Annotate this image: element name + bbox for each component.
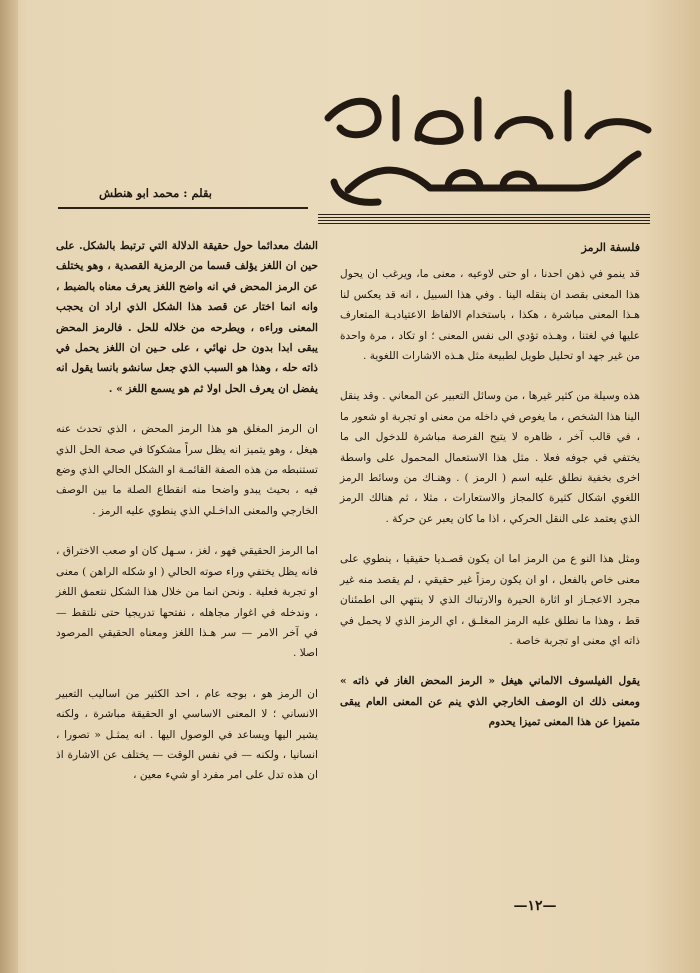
section-subheading: فلسفة الرمز — [581, 241, 640, 254]
body-paragraph: الشك معدائما حول حقيقة الدلالة التي ترتبط بالشكل. على حين ان اللغز يؤلف قسما من الرمزية القصدية ، وهو يختلف عن الرمز المحض في انه واضح اللغز يعرف معناه بالضبط ، وانه انما اختار عن قصد هذا الشكل الذي اراد ان يحجب المعنى وراءه ، ويطرحه من خلاله للحل . فالرمز المحض يبقى ابدا بدون حل نهائي ، على حـين ان اللغز يحمل في ذاته حله ، وهذا هو السبب الذي جعل سانشو بانسا يقول انه يفضل ان يعرف الحل اولا ثم هو يسمع اللغز » . — [56, 240, 318, 395]
headline-calligraphy-art — [318, 78, 663, 218]
headline-calligraphy — [318, 78, 663, 218]
left-header-rule — [58, 207, 308, 209]
body-paragraph: هذه وسيلة من كثير غيرها ، من وسائل التعبير عن المعاني . وقد ينقل الينا هذا الشخص ، ما يغوص في داخله من معنى او تجربة او شعور ما ، في قالب آخر ، ظاهره لا يتيح الفرصة مباشرة للدخول الى ما يختفي في جوفه فعلا . مثل هذا الاستعمال المحمول على واسطة اخرى بخفية نطلق عليه اسم ( الرمز ) . وهنـاك من وسائط الرمز اللغوي اشكال كثيرة كالمجاز والاستعارات ، مثلا ، ثم هنالك الرمز الذي يعتمد على النقل الحركي ، اذا ما كان يعبر عن حركة . — [340, 390, 640, 525]
body-paragraph: ان الرمز هو ، بوجه عام ، احد الكثير من اساليب التعبير الانساني ؛ لا المعنى الاساسي او الحقيقة مباشرة ، ولكنه يشير اليها ويساعد في الوصول اليها . انه يمثـل « تصورا ، انسانيا ، ولكنه — في نفس الوقت — يختلف عن الاشارة اذ ان هذه تدل على امر مفرد او شيء معين ، — [56, 687, 318, 782]
body-paragraph: اما الرمز الحقيقي فهو ، لغز ، سـهل كان او صعب الاختراق ، فانه يظل يختفي وراء صوته الحالي ( او شكله الراهن ) معنى او تجربة فعلية . ونحن انما من خلال هذا الشكل نتعمق اللغز ، وندخله في اغوار مجاهله ، نفتحها تدريجيا حتى نلتقط — في آخر الامر — سر هـذا اللغز ومعناه الحقيقي المرصود اصلا . — [55, 545, 318, 660]
body-paragraph: قد ينمو في ذهن احدنا ، او حتى لاوعيه ، معنى ما، ويرغب ان يحول هذا المعنى بقصد ان ينقله الينا . وفي هذا السبيل ، انه قد يعكس لنا هـذا المعنى مباشرة ، هكذا ، باستخدام الالفاظ الاعتياديـة المتعارف عليها في لغتنا ، وهـذه تؤدي الى نفس المعنى ؛ او تكاد ، مرة واحدة من غير جهد او تحليل طويل لطبيعة مثل هـذه الاشارات اللغوية . — [340, 268, 640, 363]
body-paragraph: ان الرمز المغلق هو هذا الرمز المحض ، الذي تحدث عنه هيغل ، وهو يتميز انه يظل سراً مشكوكا في صحة الحل الذي تستنبطه من هذه الصفة القائمـة او الشكل الحالي الذي وضع فيه ، بحيث يبدو واضحا منه انقطاع الصلة ما بين الوصف الخارجي والمعنى الداخـلي الذي ينطوي عليه الرمز . — [56, 423, 318, 517]
author-byline: بقلم : محمد ابو هنطش — [99, 186, 212, 200]
title-underline-rule — [318, 214, 650, 226]
right-text-column — [340, 238, 640, 753]
page-number: —١٢— — [513, 898, 557, 914]
body-paragraph: يقول الفيلسوف الالماني هيغل « الرمز المحض الغاز في ذاته » ومعنى ذلك ان الوصف الخارجي الذي ينم عن المعنى العام يبقى متميزا عن هذا المعنى تميزا يحدوم — [340, 675, 640, 729]
left-text-column — [56, 236, 318, 806]
page-binding-edge — [0, 0, 18, 973]
body-paragraph: ومثل هذا النو ع من الرمز اما ان يكون قصـديا حقيقيا ، ينطوي على معنى خاص بالفعل ، او ان يكون رمزاً غير حقيقي ، لم يقصد منه غير مجرد الاعجـاز او اثارة الحيرة والارتباك الذي لا ينتهي الى اطمئنان قط ، وهذا ما نطلق عليه الرمز المغلـق ، اي الرمز الذي لا يحمل في ذاته اي معنى او تجربة خاصة . — [340, 553, 640, 647]
